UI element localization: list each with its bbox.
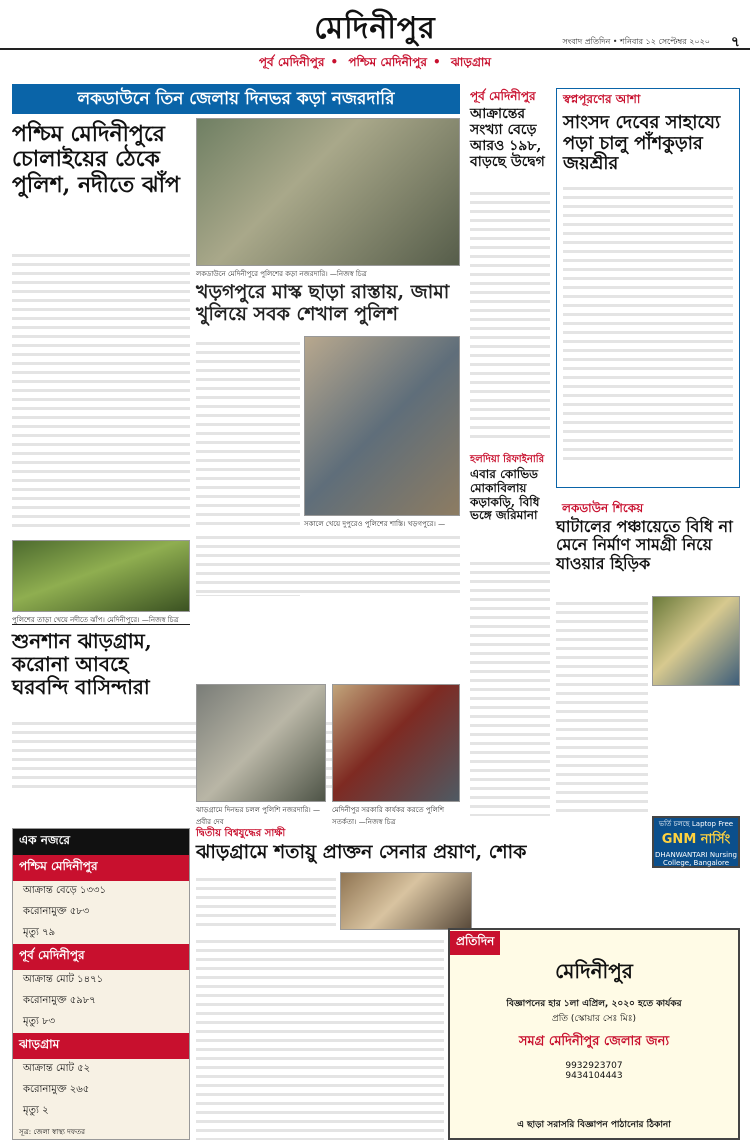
stats-line: আক্রান্ত বেড়ে ১৩৩১ (23, 885, 106, 896)
page-title: মেদিনীপুর (314, 11, 436, 46)
story4-sub-headline: এবার কোভিড মোকাবিলায় কড়াকড়ি, বিধি ভঙ্গে জরিমানা (470, 467, 540, 523)
ad-classified[interactable] (448, 928, 740, 1140)
banner-headline: লকডাউনে তিন জেলায় দিনভর কড়া নজরদারি (12, 84, 460, 114)
stats-box (12, 828, 190, 1140)
stats-source: সূত্র: জেলা স্বাস্থ্য দফতর (19, 1128, 85, 1136)
bottom-left-caption: ঝাড়গ্রামে দিনভর চলল পুলিশি নজরদারি। —প্রবীর দেব (196, 806, 321, 826)
story6-headline: ঘাটালের পঞ্চায়েতে বিধি না মেনে নির্মাণ সামগ্রী নিয়ে যাওয়ার হিড়িক (556, 517, 733, 573)
stats-title: এক নজরে (13, 829, 189, 855)
story3-headline: শুনশান ঝাড়গ্রাম, করোনা আবহে ঘরবন্দি বাসিন্দারা (12, 629, 152, 699)
story4-kicker: পূর্ব মেদিনীপুর (470, 89, 536, 103)
bottom-right-caption: মেদিনীপুর সরকারি কার্যকর করতে পুলিশি সতর্কতা। —নিজস্ব চিত্র (332, 806, 444, 826)
stats-section-name: পূর্ব মেদিনীপুর (13, 944, 189, 970)
ad-classified-phone1[interactable]: 9932923707 (565, 1061, 623, 1071)
story2-top-caption: লকডাউনে মেদিনীপুরে পুলিশের কড়া নজরদারি। —নিজস্ব চিত্র (196, 270, 367, 278)
story2-photo (304, 336, 460, 516)
stats-section-name: পশ্চিম মেদিনীপুর (13, 855, 189, 881)
page-number: ৭ (730, 34, 740, 50)
story1-headline: পশ্চিম মেদিনীপুরে চোলাইয়ের ঠেকে পুলিশ, নদীতে ঝাঁপ (12, 121, 180, 198)
story4-sub-kicker: হলদিয়া রিফাইনারি (470, 454, 545, 465)
jhargram-photo-right (332, 684, 460, 802)
story6-body (556, 596, 648, 814)
story7-photo (340, 872, 472, 930)
ad-gnm-phone: 8167589579 (671, 867, 721, 875)
nav-jhargram[interactable]: ঝাড়গ্রাম (450, 55, 492, 69)
stats-section-2 (13, 944, 189, 1033)
story7-body-a (196, 872, 336, 928)
section-nav: পূর্ব মেদিনীপুর • পশ্চিম মেদিনীপুর • ঝাড়গ্রাম (258, 55, 492, 69)
stats-line: করোনামুক্ত ৫৮৩ (23, 906, 90, 917)
stats-line: আক্রান্ত মোট ১৪৭১ (23, 974, 104, 985)
ad-classified-title: মেদিনীপুর (555, 959, 633, 983)
stats-section-3 (13, 1033, 189, 1122)
story7-headline: ঝাড়গ্রামে শতায়ু প্রাক্তন সেনার প্রয়াণ, শোক (196, 841, 527, 863)
ad-gnm-bottom: DHANWANTARI Nursing College, Bangalore (655, 851, 737, 867)
jhargram-photo-left (196, 684, 326, 802)
story5-body (563, 181, 733, 461)
story6-kicker: লকডাউন শিকেয় (562, 500, 643, 520)
story7-kicker: দ্বিতীয় বিশ্বযুদ্ধের সাক্ষী (196, 828, 286, 839)
stats-line: করোনামুক্ত ৫৯৮৭ (23, 995, 96, 1006)
stats-line: করোনামুক্ত ২৬৫ (23, 1084, 90, 1095)
story7-body-b (196, 934, 444, 1140)
ad-classified-phone2[interactable]: 9434104443 (565, 1071, 623, 1081)
story1-photo (12, 540, 190, 612)
stats-section-1 (13, 855, 189, 944)
story2-body-cont (196, 530, 460, 595)
ad-gnm-top: ভর্তি চলছে Laptop Free (658, 820, 734, 828)
story2-headline: খড়গপুরে মাস্ক ছাড়া রাস্তায়, জামা খুলিয়ে সবক শেখাল পুলিশ (196, 281, 450, 325)
ad-classified-line3: সমগ্র মেদিনীপুর জেলার জন্য (518, 1034, 670, 1049)
story5-kicker: স্বপ্নপূরণের আশা (563, 92, 641, 106)
story5-headline: সাংসদ দেবের সাহায্যে পড়া চালু পাঁশকুড়ার জয়শ্রীর (563, 112, 721, 175)
ad-gnm-brand: GNM নার্সিং (661, 832, 731, 847)
stats-line: মৃত্যু ৭৯ (23, 927, 56, 938)
story2-top-photo (196, 118, 460, 266)
ad-classified-line2: প্রতি (স্কোয়ার সেঃ মিঃ) (551, 1014, 637, 1024)
nav-paschim[interactable]: পশ্চিম মেদিনীপুর (348, 55, 427, 69)
story4-headline: আক্রান্তের সংখ্যা বেড়ে আরও ১৯৮, বাড়ছে উদ্বেগ (470, 106, 545, 171)
story1-caption: পুলিশের তাড়া খেয়ে নদীতে ঝাঁপ। মেদিনীপুরে। —নিজস্ব চিত্র (12, 616, 179, 624)
story1-body (12, 248, 190, 533)
stats-section-name: ঝাড়গ্রাম (13, 1033, 189, 1059)
masthead-meta: সংবাদ প্রতিদিন • শনিবার ১২ সেপ্টেম্বর ২০২০ (562, 37, 710, 46)
stats-line: আক্রান্ত মোট ৫২ (23, 1063, 91, 1074)
story6-photo (652, 596, 740, 686)
stats-line: মৃত্যু ৮৩ (23, 1016, 56, 1027)
stats-line: মৃত্যু ২ (23, 1105, 49, 1116)
ad-classified-line1: বিজ্ঞাপনের হার ১লা এপ্রিল, ২০২০ হতে কার্যকর (506, 999, 682, 1009)
divider (12, 624, 190, 625)
story5-box (556, 88, 740, 488)
nav-purba[interactable]: পূর্ব মেদিনীপুর (258, 55, 325, 69)
ad-classified-footer: এ ছাড়া সরাসরি বিজ্ঞাপন পাঠানোর ঠিকানা (517, 1120, 671, 1130)
story4-sub-body (470, 556, 550, 816)
ad-classified-brand: প্রতিদিন (450, 931, 500, 955)
masthead (0, 0, 750, 50)
story2-mid-caption: সকালে খেয়ে দুপুরেও পুলিশের শাস্তি। খড়গপুরে। — (304, 520, 446, 528)
story4-body (470, 186, 550, 444)
ad-gnm[interactable] (652, 816, 740, 875)
